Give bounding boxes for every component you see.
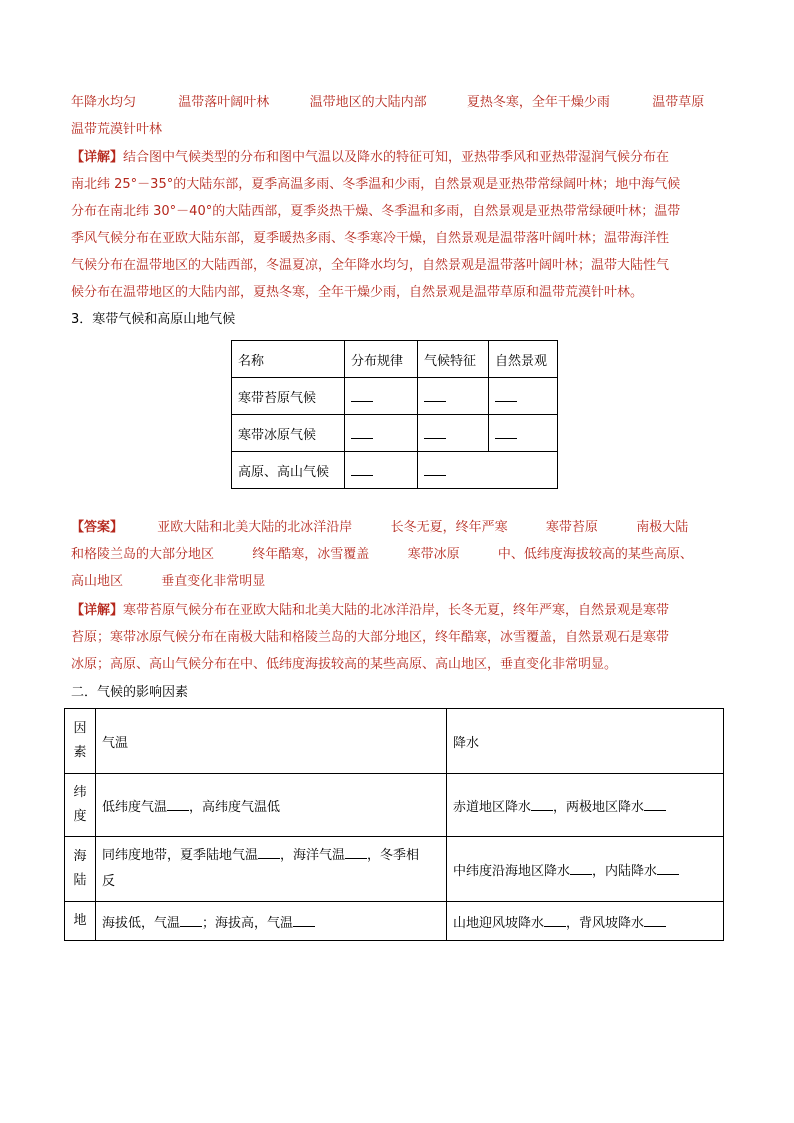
header-cell: 自然景观 — [489, 341, 558, 378]
row-name: 高原、高山气候 — [232, 452, 345, 489]
header-cell: 气温 — [96, 709, 447, 774]
answer2-line — [71, 515, 688, 541]
answer-item: 温带落叶阔叶林 — [178, 95, 270, 110]
answer-item: 寒带冰原 — [407, 547, 460, 562]
answer-item: 终年酷寒，冰雪覆盖 — [252, 547, 370, 562]
detail2-line: 苔原；寒带冰原气候分布在南极大陆和格陵兰岛的大部分地区，终年酷寒，冰雪覆盖，自然景观石是寒带 — [71, 630, 670, 645]
answer-item: 温带荒漠针叶林 — [71, 122, 163, 137]
factor-label: 海陆 — [73, 849, 87, 888]
table-row — [65, 837, 724, 902]
cell-text: ；海拔高，气温 — [202, 915, 294, 931]
detail1-line: 候分布在温带地区的大陆内部，夏热冬寒，全年干燥少雨，自然景观是温带草原和温带荒漠针叶林。 — [71, 285, 644, 300]
blank — [531, 796, 553, 811]
factor-label: 地 — [73, 913, 87, 928]
temp-cell — [96, 902, 447, 941]
answer-item: 南极大陆 — [636, 520, 689, 535]
row-name: 寒带苔原气候 — [232, 378, 345, 415]
blank-cell — [345, 378, 418, 415]
answer-item: 长冬无夏，终年严寒 — [390, 520, 508, 535]
precip-cell — [447, 902, 724, 941]
section-title: 二．气候的影响因素 — [71, 685, 189, 700]
cell-text: 同纬度地带，夏季陆地气温 — [102, 848, 259, 863]
answer-item: 温带草原 — [652, 95, 705, 110]
cell-text: ，冬季相 — [367, 848, 420, 863]
blank — [351, 387, 373, 402]
cell-text: ，两极地区降水 — [553, 799, 645, 815]
answer-item: 中、低纬度海拔较高的某些高原、 — [497, 547, 693, 562]
cell-text: 低纬度气温 — [102, 799, 168, 815]
header-factor: 因素 — [73, 721, 87, 760]
detail-tag: 【详解】 — [71, 603, 124, 618]
blank — [424, 387, 446, 402]
blank — [345, 844, 367, 859]
blank — [351, 461, 373, 476]
blank — [644, 796, 666, 811]
detail2-line: 冰原；高原、高山气候分布在中、低纬度海拔较高的某些高原、高山地区，垂直变化非常明显。 — [71, 657, 618, 672]
blank-cell — [489, 378, 558, 415]
blank — [424, 424, 446, 439]
answer-item: 亚欧大陆和北美大陆的北冰洋沿岸 — [157, 520, 353, 535]
cell-text: ，背风坡降水 — [566, 915, 645, 931]
cell-text: ，海洋气温 — [280, 848, 346, 863]
blank-cell — [345, 452, 418, 489]
cell-text: 海拔低，气温 — [102, 915, 181, 931]
precip-cell — [447, 837, 724, 902]
table-row — [65, 902, 724, 941]
blank-cell — [418, 415, 489, 452]
answer-item: 垂直变化非常明显 — [161, 574, 266, 589]
detail-text: 结合图中气候类型的分布和图中气温以及降水的特征可知，亚热带季风和亚热带湿润气候分布在 — [123, 150, 670, 165]
blank — [657, 860, 679, 875]
precip-cell — [447, 774, 724, 837]
blank — [495, 387, 517, 402]
blank — [570, 860, 592, 875]
answer2-line — [71, 569, 265, 595]
temp-cell — [96, 837, 447, 902]
blank — [544, 912, 566, 927]
table-row — [232, 415, 558, 452]
detail2-line — [71, 598, 669, 624]
answer-item: 年降水均匀 — [71, 95, 137, 110]
cell-text: 赤道地区降水 — [453, 799, 532, 815]
answer2-line — [71, 542, 693, 568]
blank — [258, 844, 280, 859]
answer-item: 温带地区的大陆内部 — [309, 95, 427, 110]
blank-cell — [345, 415, 418, 452]
factor-cell — [65, 774, 96, 837]
header-cell: 降水 — [447, 709, 724, 774]
cell-text: ，内陆降水 — [592, 863, 658, 879]
table-row — [232, 378, 558, 415]
table-header-row — [232, 341, 558, 378]
detail1-line: 季风气候分布在亚欧大陆东部，夏季暖热多雨、冬季寒冷干燥，自然景观是温带落叶阔叶林；温带海洋性 — [71, 231, 670, 246]
detail1-line — [71, 145, 669, 171]
blank-cell — [418, 378, 489, 415]
blank — [424, 461, 446, 476]
detail1-line: 分布在南北纬 30°－40°的大陆西部，夏季炎热干燥、冬季温和多雨，自然景观是亚热带常绿硬叶林；温带 — [71, 204, 681, 219]
detail-text: 寒带苔原气候分布在亚欧大陆和北美大陆的北冰洋沿岸，长冬无夏，终年严寒，自然景观是寒带 — [123, 603, 670, 618]
answer-item: 寒带苔原 — [545, 520, 598, 535]
table-header-row — [65, 709, 724, 774]
blank — [644, 912, 666, 927]
answer-item: 夏热冬寒，全年干燥少雨 — [466, 95, 610, 110]
answer-line-2 — [71, 117, 162, 143]
blank-cell — [418, 452, 558, 489]
factor-cell — [65, 902, 96, 941]
detail1-line: 气候分布在温带地区的大陆西部，冬温夏凉，全年降水均匀，自然景观是温带落叶阔叶林；温带大陆性气 — [71, 258, 670, 273]
blank — [293, 912, 315, 927]
header-cell: 名称 — [232, 341, 345, 378]
answer-line-1 — [71, 90, 704, 116]
table-row — [65, 774, 724, 837]
cell-text: ，高纬度气温低 — [189, 799, 281, 815]
answer-item: 高山地区 — [71, 574, 124, 589]
temp-cell — [96, 774, 447, 837]
header-cell: 气候特征 — [418, 341, 489, 378]
factor-label: 纬度 — [73, 785, 87, 824]
answer-item: 和格陵兰岛的大部分地区 — [71, 547, 215, 562]
cell-text: 山地迎风坡降水 — [453, 915, 545, 931]
detail-tag: 【详解】 — [71, 150, 124, 165]
blank — [351, 424, 373, 439]
blank — [495, 424, 517, 439]
cell-text: 中纬度沿海地区降水 — [453, 863, 571, 879]
blank — [180, 912, 202, 927]
climate-factors-table — [64, 708, 724, 941]
cold-climate-table — [231, 340, 558, 489]
cell-text: 反 — [102, 874, 116, 889]
row-name: 寒带冰原气候 — [232, 415, 345, 452]
header-cell — [65, 709, 96, 774]
table-row — [232, 452, 558, 489]
header-cell: 分布规律 — [345, 341, 418, 378]
answer-tag: 【答案】 — [71, 520, 124, 535]
section-title: 3．寒带气候和高原山地气候 — [71, 312, 236, 327]
detail1-line: 南北纬 25°－35°的大陆东部，夏季高温多雨、冬季温和少雨，自然景观是亚热带常绿阔叶林；地中海气候 — [71, 177, 681, 192]
blank — [167, 796, 189, 811]
factor-cell — [65, 837, 96, 902]
blank-cell — [489, 415, 558, 452]
